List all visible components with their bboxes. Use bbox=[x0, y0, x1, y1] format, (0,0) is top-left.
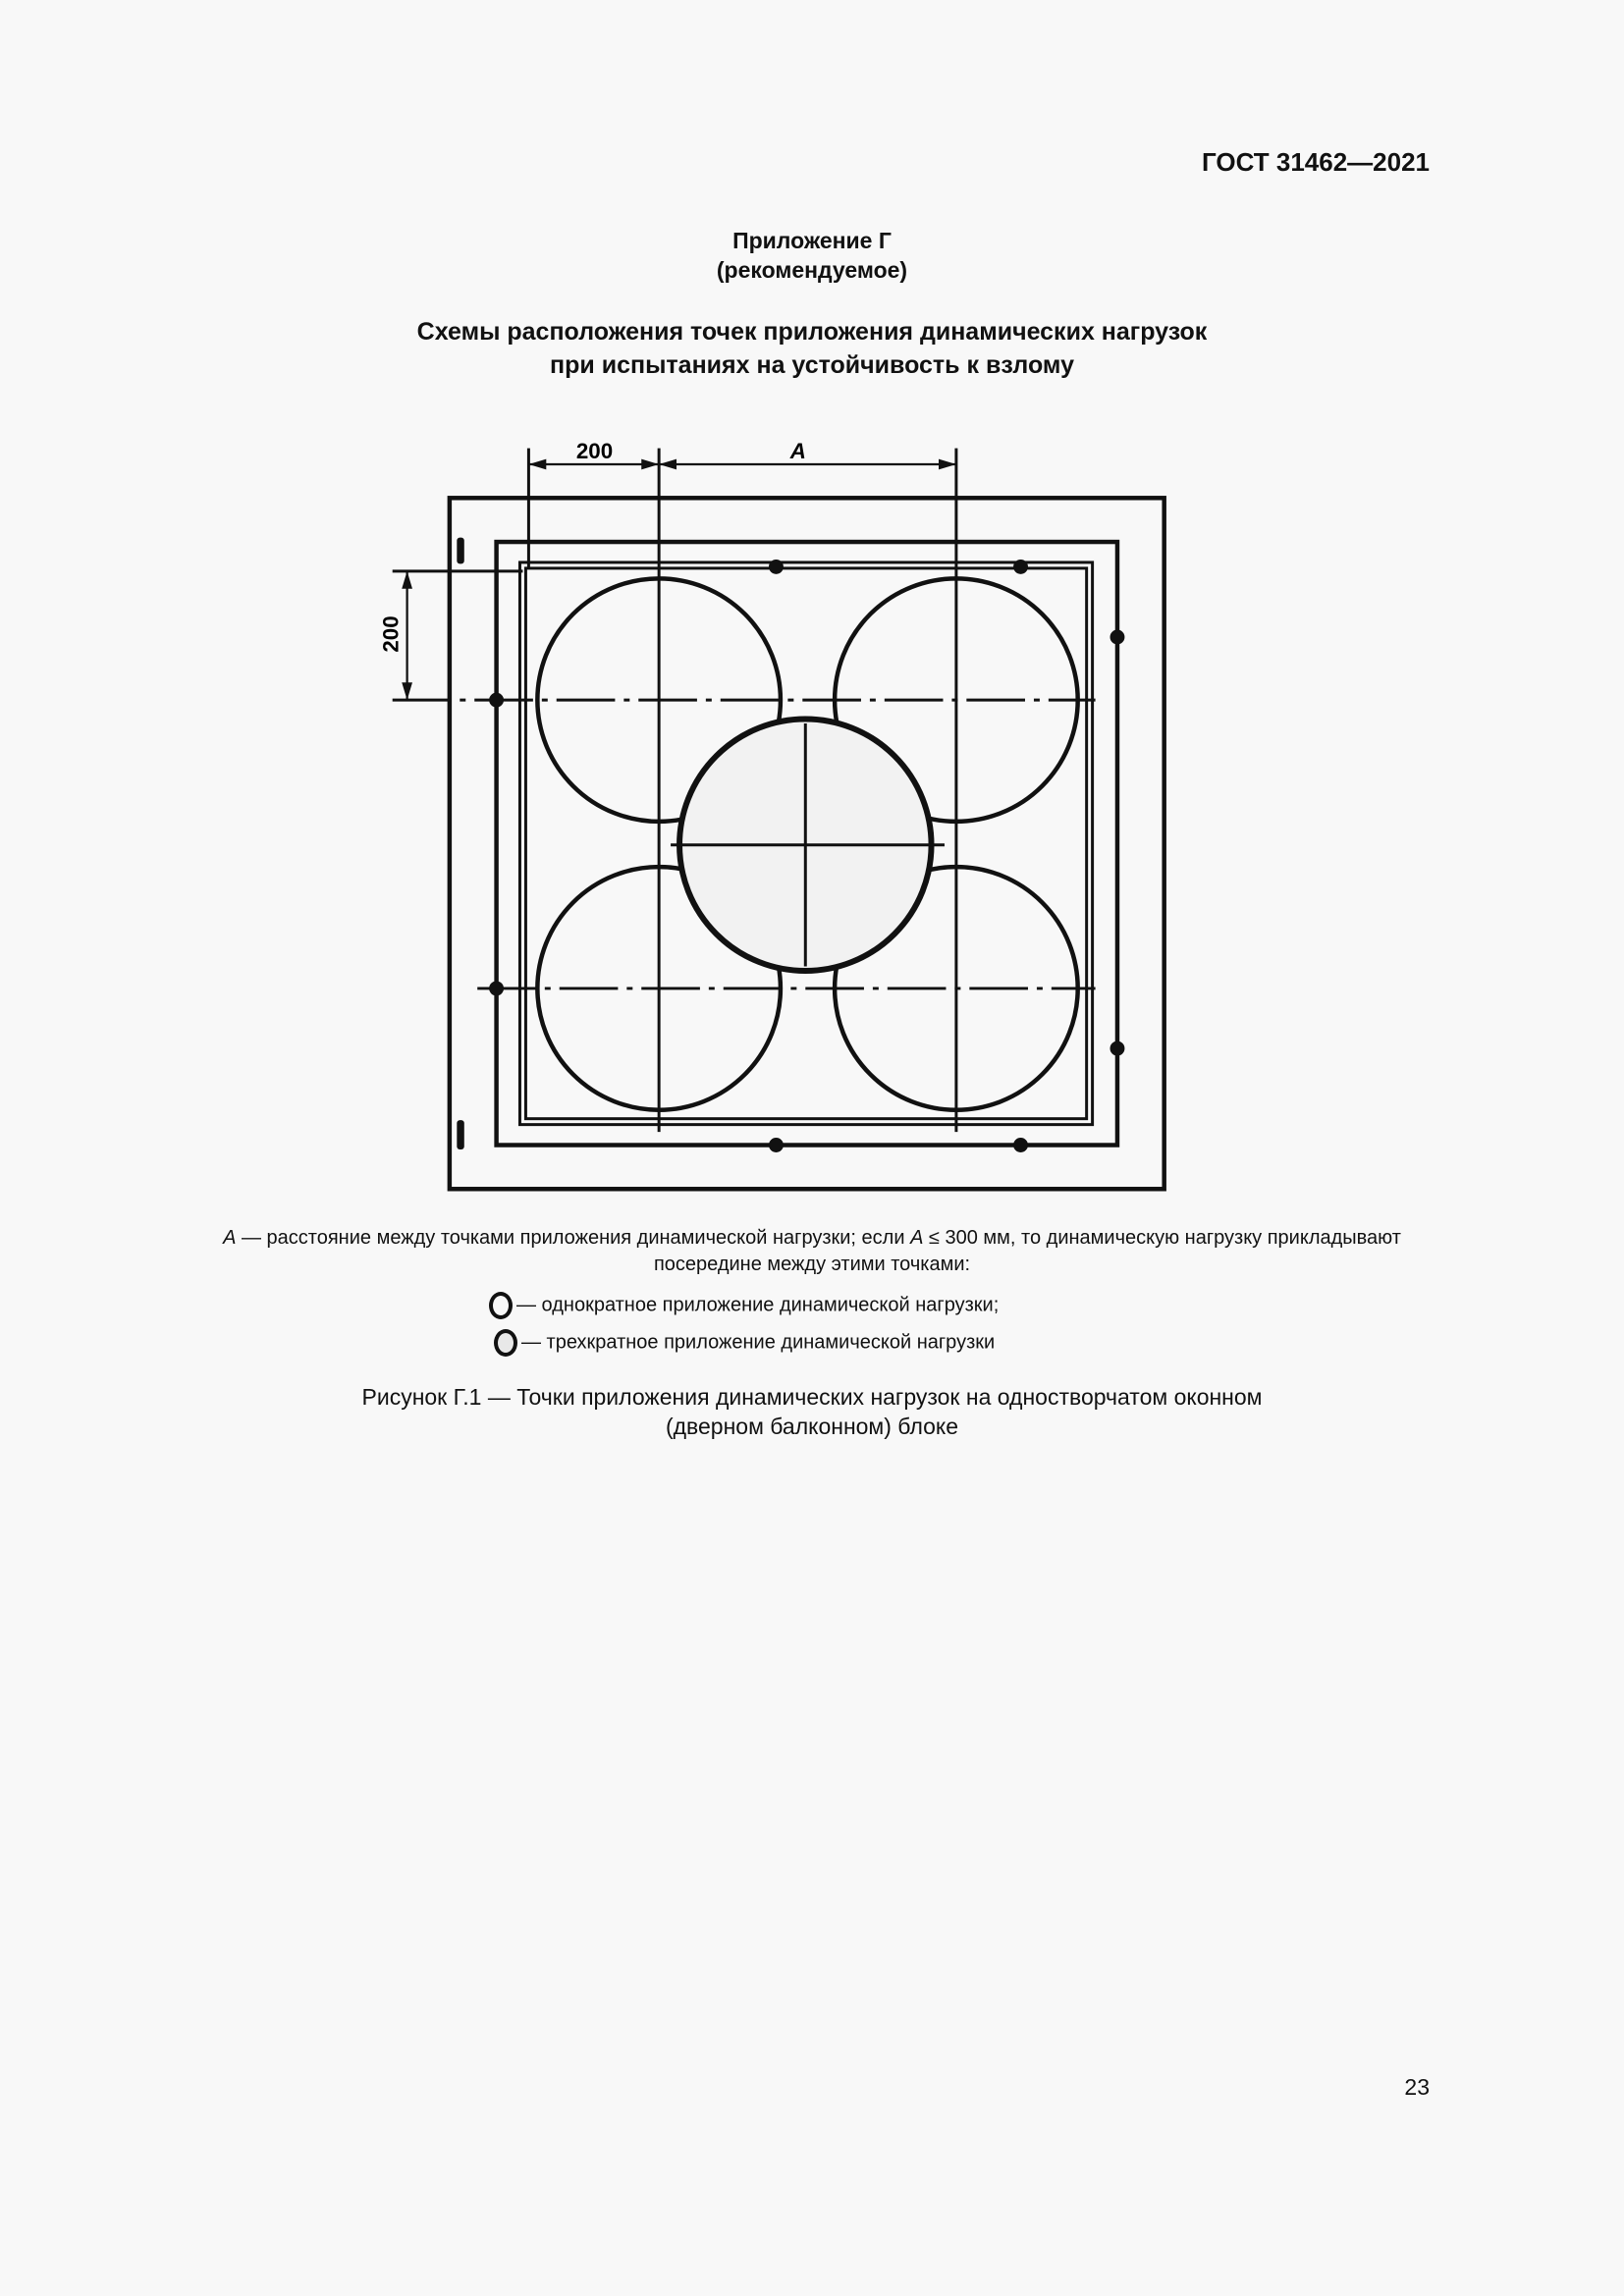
section-title-line2: при испытаниях на устойчивость к взлому bbox=[550, 351, 1074, 379]
dim-label-a: A bbox=[789, 439, 806, 464]
dim-label-200: 200 bbox=[575, 439, 614, 464]
section-title-line1: Схемы расположения точек приложения динамических нагрузок bbox=[416, 318, 1208, 346]
hinge-lock-point bbox=[769, 1138, 784, 1152]
note-text: ≤ 300 мм, то динамическую нагрузку прикладывают bbox=[923, 1227, 1401, 1249]
hinge-lock-point bbox=[1110, 630, 1125, 645]
legend-label: — однократное приложение динамической нагрузки; bbox=[516, 1294, 1000, 1316]
appendix-title: Приложение Г bbox=[732, 228, 892, 253]
figure-caption-line1: Рисунок Г.1 — Точки приложения динамических нагрузок на одностворчатом оконном bbox=[361, 1384, 1263, 1410]
dim-label-vertical-200: 200 bbox=[378, 615, 404, 653]
legend-label: — трехкратное приложение динамической нагрузки bbox=[521, 1331, 996, 1354]
hinge-lock-point bbox=[489, 981, 504, 995]
figure-caption-line2: (дверном балконном) блоке bbox=[665, 1414, 959, 1439]
hinge-lock-point bbox=[1110, 1041, 1125, 1056]
legend-item-triple bbox=[494, 1329, 995, 1357]
hinge-lock-point bbox=[769, 560, 784, 574]
note-text: — расстояние между точками приложения динамической нагрузки; если bbox=[236, 1227, 911, 1249]
legend-item-single bbox=[489, 1292, 999, 1319]
appendix-subtitle: (рекомендуемое) bbox=[716, 257, 908, 283]
hinge-lock-point bbox=[1013, 1138, 1028, 1152]
hinge-lock-point bbox=[489, 693, 504, 708]
hinge-lock-point bbox=[1013, 560, 1028, 574]
standard-number: ГОСТ 31462—2021 bbox=[1202, 147, 1430, 177]
circle-outline-icon bbox=[489, 1292, 513, 1319]
variable-a: A bbox=[223, 1227, 237, 1249]
note-line1 bbox=[0, 1227, 1624, 1250]
circle-filled-icon bbox=[494, 1329, 517, 1357]
note-line2: посередине между этими точками: bbox=[653, 1254, 971, 1275]
page-number: 23 bbox=[1404, 2074, 1430, 2100]
variable-a: A bbox=[910, 1227, 924, 1249]
hinge-icon bbox=[457, 1120, 463, 1149]
hinge-icon bbox=[457, 538, 463, 564]
